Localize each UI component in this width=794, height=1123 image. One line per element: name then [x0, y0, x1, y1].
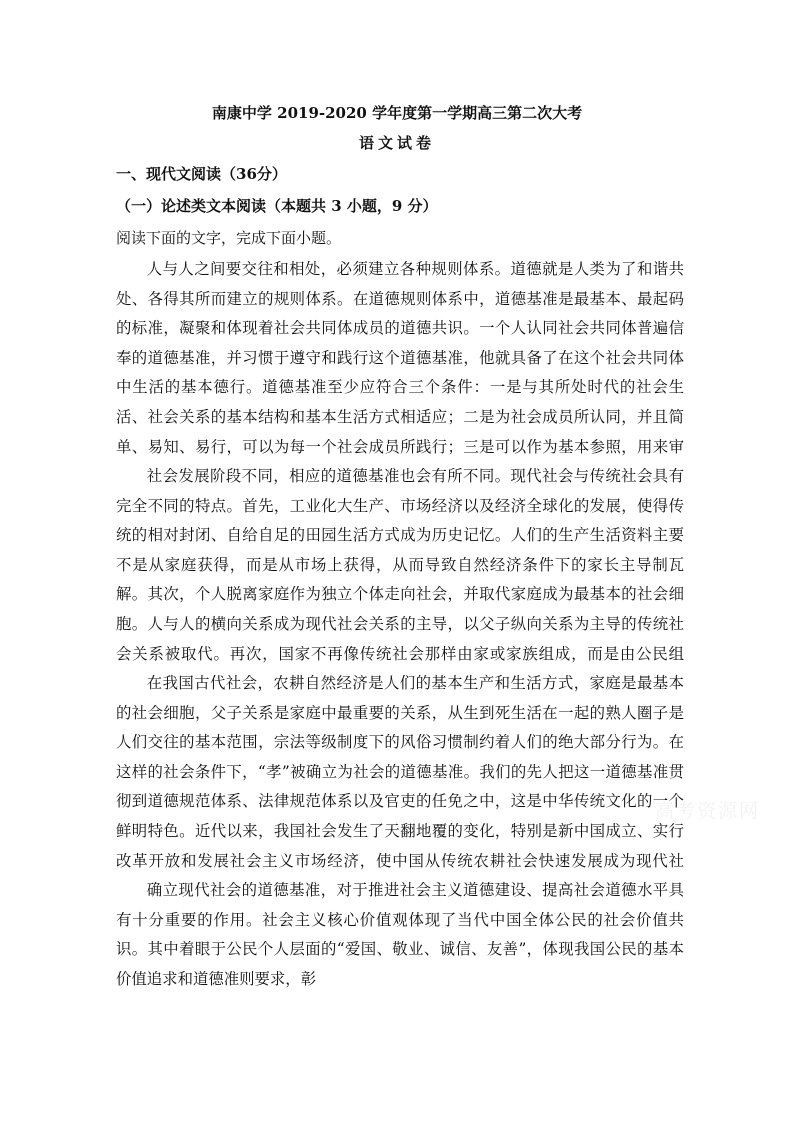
article-body: [116, 255, 684, 994]
article-paragraph: 确立现代社会的道德基准，对于推进社会主义道德建设、提高社会道德水平具有十分重要的作用。社会主义核心价值观体现了当代中国全体公民的社会价值共识。其中着眼于公民个人层面的“爱国、敬业、诚信、友善”，体现我国公民的基本价值追求和道德准则要求，彰: [116, 881, 684, 988]
article-paragraph: 在我国古代社会，农耕自然经济是人们的基本生产和生活方式，家庭是最基本的社会细胞，父子关系是家庭中最重要的关系，从生到死生活在一起的熟人圈子是人们交往的基本范围，宗法等级制度下的风俗习惯制约着人们的绝大部分行为。在这样的社会条件下，“孝”被确立为社会的道德基准。我们的先人把这一道德基准贯彻到道德规范体系、法律规范体系以及官吏的任免之中，这是中华传统文化的一个鲜明特色。近代以来，我国社会发生了天翻地覆的变化，特别是新中国成立、实行改革开放和发展社会主义市场经济，使中国从传统农耕社会快速发展成为现代社: [116, 674, 684, 870]
reading-instruction: 阅读下面的文字，完成下面小题。: [116, 229, 342, 247]
section-subheading: （一）论述类文本阅读（本题共 3 小题，9 分）: [116, 197, 438, 215]
article-paragraph: 人与人之间要交往和相处，必须建立各种规则体系。道德就是人类为了和谐共处、各得其所而建立的规则体系。在道德规则体系中，道德基准是最基本、最起码的标准，凝聚和体现着社会共同体成员的道德共识。一个人认同社会共同体普遍信奉的道德基准，并习惯于遵守和践行这个道德基准，他就具备了在这个社会共同体中生活的基本德行。道德基准至少应符合三个条件：一是与其所处时代的社会生活、社会关系的基本结构和基本生活方式相适应；二是为社会成员所认同，并且简单、易知、易行，可以为每一个社会成员所践行；三是可以作为基本参照，用来审: [116, 260, 684, 456]
article-paragraph: 社会发展阶段不同，相应的道德基准也会有所不同。现代社会与传统社会具有完全不同的特点。首先，工业化大生产、市场经济以及经济全球化的发展，使得传统的相对封闭、自给自足的田园生活方式成为历史记忆。人们的生产生活资料主要不是从家庭获得，而是从市场上获得，从而导致自然经济条件下的家长主导制瓦解。其次，个人脱离家庭作为独立个体走向社会，并取代家庭成为最基本的社会细胞。人与人的横向关系成为现代社会关系的主导，以父子纵向关系为主导的传统社会关系被取代。再次，国家不再像传统社会那样由家或家族组成，而是由公民组: [116, 467, 684, 663]
watermark: 高考资源网: [655, 800, 761, 822]
exam-title: 南康中学 2019-2020 学年度第一学期高三第二次大考: [211, 104, 583, 122]
exam-subtitle: 语文试卷: [358, 134, 435, 152]
section-heading: 一、现代文阅读（36分）: [116, 165, 287, 183]
